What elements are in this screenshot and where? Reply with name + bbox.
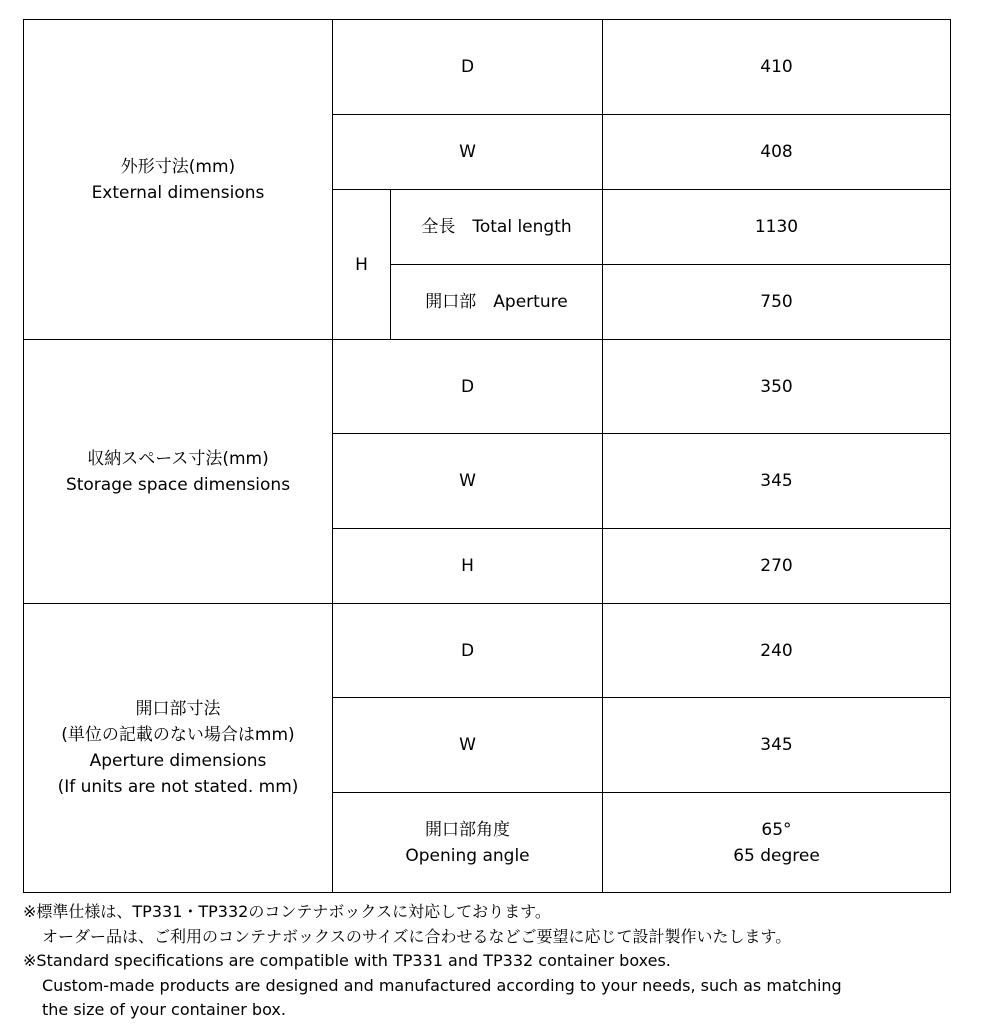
external-dimensions-label [24, 20, 333, 340]
opening-d-label: D [333, 604, 603, 698]
storage-h-label: H [333, 529, 603, 604]
aperture-value: 750 [603, 265, 951, 340]
opening-w-value: 345 [603, 698, 951, 793]
aperture-label: 開口部 Aperture [391, 265, 603, 340]
opening-angle-value-deg: 65° [761, 819, 792, 840]
opening-angle-value [603, 793, 951, 893]
note-en-line3: the size of your container box. [42, 1000, 286, 1019]
opening-angle-value-en: 65 degree [733, 845, 820, 866]
external-label-en: External dimensions [91, 182, 265, 203]
table-row [24, 20, 951, 115]
storage-label-en: Storage space dimensions [65, 474, 291, 495]
opening-label-jp-note: (単位の記載のない場合はmm) [61, 725, 295, 745]
opening-label-en-note: (If units are not stated. mm) [57, 777, 299, 797]
note-en-line1: ※Standard specifications are compatible with TP331 and TP332 container boxes. [23, 951, 671, 970]
external-w-label: W [333, 115, 603, 190]
total-length-label: 全長 Total length [391, 190, 603, 265]
note-jp-line1: ※標準仕様は、TP331・TP332のコンテナボックスに対応しております。 [23, 902, 551, 921]
external-d-label: D [333, 20, 603, 115]
note-en-line2: Custom-made products are designed and manufactured according to your needs, such as matching [42, 975, 842, 995]
storage-w-value: 345 [603, 434, 951, 529]
opening-angle-label [333, 793, 603, 893]
external-h-label: H [333, 190, 391, 340]
storage-label-jp: 収納スペース寸法(mm) [87, 448, 269, 469]
table-row [24, 604, 951, 698]
opening-label-jp: 開口部寸法 [135, 699, 221, 719]
table-row [24, 340, 951, 434]
storage-dimensions-label [24, 340, 333, 604]
storage-d-label: D [333, 340, 603, 434]
opening-label-en: Aperture dimensions [89, 751, 267, 771]
opening-w-label: W [333, 698, 603, 793]
opening-d-value: 240 [603, 604, 951, 698]
external-label-jp: 外形寸法(mm) [120, 156, 236, 177]
opening-angle-label-en: Opening angle [405, 845, 530, 866]
spec-table [23, 19, 951, 893]
note-jp-line2: オーダー品は、ご利用のコンテナボックスのサイズに合わせるなどご要望に応じて設計製作いたします。 [42, 926, 792, 946]
storage-d-value: 350 [603, 340, 951, 434]
storage-w-label: W [333, 434, 603, 529]
total-length-value: 1130 [603, 190, 951, 265]
external-w-value: 408 [603, 115, 951, 190]
opening-angle-label-jp: 開口部角度 [425, 819, 510, 840]
storage-h-value: 270 [603, 529, 951, 604]
footnotes [23, 900, 973, 1023]
aperture-dimensions-label [24, 604, 333, 893]
external-d-value: 410 [603, 20, 951, 115]
